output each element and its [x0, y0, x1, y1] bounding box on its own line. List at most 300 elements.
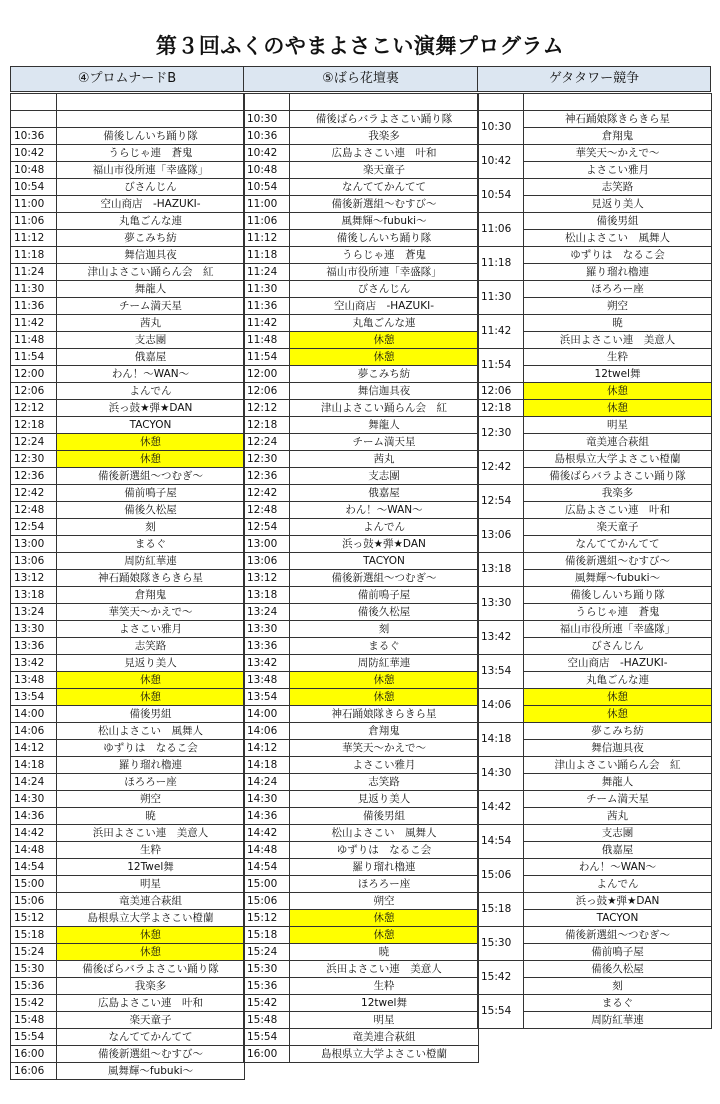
team-cell: 明星 [524, 417, 712, 434]
team-cell: 福山市役所連「幸盛隊」 [524, 621, 712, 638]
table-row [11, 570, 245, 587]
table-row [11, 740, 245, 757]
table-row [478, 825, 712, 842]
time-cell: 13:54 [244, 689, 290, 706]
team-cell: 支志團 [290, 468, 479, 485]
table-row [11, 825, 245, 842]
team-cell: 12twel舞 [290, 995, 479, 1012]
team-cell: 竜美連合萩組 [57, 893, 245, 910]
table-row [244, 927, 479, 944]
table-row [11, 349, 245, 366]
team-cell: なんててかんてて [290, 179, 479, 196]
table-row [244, 315, 479, 332]
time-cell [11, 111, 57, 128]
table-row [244, 451, 479, 468]
break-cell: 休憩 [290, 332, 479, 349]
team-cell: チーム満天星 [57, 298, 245, 315]
time-cell: 12:54 [244, 519, 290, 536]
time-cell [11, 94, 57, 111]
time-cell: 11:06 [244, 213, 290, 230]
team-cell: まるぐ [290, 638, 479, 655]
table-row [478, 757, 712, 774]
table-row [244, 570, 479, 587]
table-row [11, 128, 245, 145]
time-cell: 10:48 [244, 162, 290, 179]
time-cell: 13:30 [478, 587, 524, 621]
time-cell: 12:42 [11, 485, 57, 502]
team-cell: 丸亀ごんな連 [290, 315, 479, 332]
time-cell: 14:54 [244, 859, 290, 876]
team-cell: 備前鳴子屋 [524, 944, 712, 961]
time-cell: 11:18 [244, 247, 290, 264]
table-row [244, 587, 479, 604]
table-row [244, 162, 479, 179]
time-cell: 11:54 [244, 349, 290, 366]
table-row [11, 434, 245, 451]
team-cell: 夢こみち紡 [57, 230, 245, 247]
schedule-table-promenade-b [10, 93, 245, 1080]
time-cell: 15:24 [244, 944, 290, 961]
time-cell: 11:30 [478, 281, 524, 315]
team-cell: 備後新選組～つむぎ～ [290, 570, 479, 587]
time-cell: 15:06 [11, 893, 57, 910]
time-cell: 11:42 [11, 315, 57, 332]
break-cell: 休憩 [57, 944, 245, 961]
time-cell: 13:54 [11, 689, 57, 706]
time-cell: 13:12 [11, 570, 57, 587]
team-cell: 見返り美人 [57, 655, 245, 672]
table-row [11, 995, 245, 1012]
table-row [478, 485, 712, 502]
table-row [478, 553, 712, 570]
time-cell: 12:30 [478, 417, 524, 451]
table-row [244, 230, 479, 247]
table-row [11, 485, 245, 502]
time-cell: 12:24 [11, 434, 57, 451]
time-cell: 13:54 [478, 655, 524, 689]
time-cell: 13:18 [244, 587, 290, 604]
team-cell: 支志團 [524, 825, 712, 842]
team-cell: 島根県立大学よさこい橙蘭 [524, 451, 712, 468]
time-cell: 12:18 [11, 417, 57, 434]
table-row [11, 366, 245, 383]
table-row [244, 808, 479, 825]
table-row [11, 281, 245, 298]
table-row [11, 859, 245, 876]
table-row [244, 859, 479, 876]
time-cell: 16:00 [244, 1046, 290, 1063]
table-row [11, 1012, 245, 1029]
team-cell: チーム満天星 [290, 434, 479, 451]
team-cell: 広島よさこい連 叶和 [290, 145, 479, 162]
team-cell: よんでん [524, 876, 712, 893]
table-row [244, 672, 479, 689]
table-row [244, 995, 479, 1012]
column-header-geta-tower: ゲタタワー競争 [477, 66, 711, 92]
time-cell: 14:00 [244, 706, 290, 723]
time-cell: 12:54 [11, 519, 57, 536]
time-cell: 14:54 [478, 825, 524, 859]
time-cell: 15:00 [11, 876, 57, 893]
time-cell: 13:18 [478, 553, 524, 587]
time-cell: 16:06 [11, 1063, 57, 1080]
break-cell: 休憩 [290, 689, 479, 706]
time-cell: 12:00 [244, 366, 290, 383]
time-cell: 13:42 [11, 655, 57, 672]
team-cell: 浜田よさこい連 美意人 [524, 332, 712, 349]
table-row [478, 927, 712, 944]
time-cell: 14:30 [244, 791, 290, 808]
time-cell: 15:24 [11, 944, 57, 961]
table-row [244, 536, 479, 553]
time-cell: 12:30 [244, 451, 290, 468]
team-cell: 支志團 [57, 332, 245, 349]
table-row [244, 944, 479, 961]
time-cell: 11:54 [478, 349, 524, 383]
time-cell: 15:54 [478, 995, 524, 1029]
time-cell: 11:30 [244, 281, 290, 298]
table-row [244, 366, 479, 383]
team-cell: わん！～WAN～ [57, 366, 245, 383]
time-cell: 11:18 [478, 247, 524, 281]
table-row [11, 196, 245, 213]
table-row [11, 264, 245, 281]
table-row [11, 332, 245, 349]
team-cell: 浜っ鼓★弾★DAN [524, 893, 712, 910]
time-cell: 12:06 [244, 383, 290, 400]
time-cell: 11:30 [11, 281, 57, 298]
team-cell: 備後新選組～むすび～ [57, 1046, 245, 1063]
table-row [244, 383, 479, 400]
time-cell: 14:36 [244, 808, 290, 825]
table-row [244, 723, 479, 740]
table-row [11, 298, 245, 315]
table-row [478, 145, 712, 162]
time-cell: 16:00 [11, 1046, 57, 1063]
team-cell: 華笑天～かえで～ [290, 740, 479, 757]
team-cell: 浜っ鼓★弾★DAN [57, 400, 245, 417]
team-cell: TACYON [524, 910, 712, 927]
team-cell: 島根県立大学よさこい橙蘭 [290, 1046, 479, 1063]
time-cell: 10:54 [244, 179, 290, 196]
team-cell: 刻 [290, 621, 479, 638]
time-cell: 11:42 [244, 315, 290, 332]
time-cell: 12:24 [244, 434, 290, 451]
time-cell: 14:48 [244, 842, 290, 859]
table-row [11, 774, 245, 791]
time-cell: 14:30 [478, 757, 524, 791]
time-cell: 15:06 [478, 859, 524, 893]
team-cell: うらじゃ連 蒼鬼 [524, 604, 712, 621]
time-cell: 14:36 [11, 808, 57, 825]
team-cell: ゆずりは なるこ会 [290, 842, 479, 859]
time-cell: 11:24 [244, 264, 290, 281]
table-row [11, 706, 245, 723]
table-row [244, 298, 479, 315]
break-cell: 休憩 [290, 672, 479, 689]
team-cell: 空山商店 -HAZUKI- [524, 655, 712, 672]
table-row [244, 978, 479, 995]
table-row [244, 281, 479, 298]
table-row [478, 349, 712, 366]
time-cell: 14:06 [478, 689, 524, 723]
team-cell: 神石踊娘隊きらきら星 [57, 570, 245, 587]
time-cell [478, 94, 524, 111]
table-row [478, 247, 712, 264]
table-row [244, 485, 479, 502]
time-cell: 14:18 [244, 757, 290, 774]
time-cell: 13:06 [11, 553, 57, 570]
team-cell: 浜田よさこい連 美意人 [57, 825, 245, 842]
table-row [244, 791, 479, 808]
time-cell: 11:48 [11, 332, 57, 349]
time-cell: 14:12 [244, 740, 290, 757]
team-cell: 神石踊娘隊きらきら星 [290, 706, 479, 723]
table-row [244, 502, 479, 519]
time-cell: 15:54 [244, 1029, 290, 1046]
team-cell: なんててかんてて [524, 536, 712, 553]
table-row [478, 893, 712, 910]
team-cell: 倉翔鬼 [57, 587, 245, 604]
time-cell: 12:36 [11, 468, 57, 485]
table-row [11, 383, 245, 400]
table-row [11, 893, 245, 910]
table-row [11, 808, 245, 825]
team-cell: TACYON [57, 417, 245, 434]
table-row [478, 111, 712, 128]
table-row [11, 162, 245, 179]
team-cell: 広島よさこい連 叶和 [524, 502, 712, 519]
table-row [11, 672, 245, 689]
team-cell [57, 111, 245, 128]
team-cell: ほろろー座 [57, 774, 245, 791]
team-cell: よさこい雅月 [290, 757, 479, 774]
team-cell: 福山市役所連「幸盛隊」 [290, 264, 479, 281]
table-row [244, 893, 479, 910]
team-cell: 丸亀ごんな連 [57, 213, 245, 230]
break-cell: 休憩 [57, 927, 245, 944]
table-row [478, 213, 712, 230]
break-cell: 休憩 [290, 910, 479, 927]
team-cell: 生粋 [57, 842, 245, 859]
time-cell: 10:54 [478, 179, 524, 213]
table-row [244, 417, 479, 434]
team-cell: 備後新選組～つむぎ～ [57, 468, 245, 485]
table-row [11, 553, 245, 570]
table-row [244, 145, 479, 162]
time-cell: 14:06 [11, 723, 57, 740]
time-cell: 14:18 [478, 723, 524, 757]
time-cell: 13:42 [244, 655, 290, 672]
team-cell: 夢こみち紡 [290, 366, 479, 383]
time-cell: 11:00 [244, 196, 290, 213]
table-row [11, 944, 245, 961]
time-cell: 11:12 [11, 230, 57, 247]
time-cell: 11:12 [244, 230, 290, 247]
table-row [11, 145, 245, 162]
table-row [244, 876, 479, 893]
time-cell: 10:30 [244, 111, 290, 128]
time-cell: 13:24 [244, 604, 290, 621]
time-cell: 10:42 [11, 145, 57, 162]
team-cell: うらじゃ連 蒼鬼 [57, 145, 245, 162]
time-cell: 11:24 [11, 264, 57, 281]
time-cell: 13:30 [244, 621, 290, 638]
table-row [244, 740, 479, 757]
time-cell: 11:54 [11, 349, 57, 366]
team-cell: 周防紅華連 [524, 1012, 712, 1029]
time-cell: 15:18 [11, 927, 57, 944]
team-cell: よさこい雅月 [524, 162, 712, 179]
team-cell: 我楽多 [57, 978, 245, 995]
table-row [11, 638, 245, 655]
team-cell: 羅り瑠れ櫓連 [524, 264, 712, 281]
table-row [244, 179, 479, 196]
team-cell: 倉翔鬼 [290, 723, 479, 740]
table-row [478, 587, 712, 604]
team-cell: ほろろー座 [290, 876, 479, 893]
team-cell: 暁 [290, 944, 479, 961]
team-cell: 空山商店 -HAZUKI- [57, 196, 245, 213]
schedule-table-rose-bed [243, 93, 479, 1063]
table-row [244, 961, 479, 978]
team-cell: 竜美連合萩組 [290, 1029, 479, 1046]
time-cell: 13:48 [244, 672, 290, 689]
table-row [11, 876, 245, 893]
time-cell: 11:48 [244, 332, 290, 349]
team-cell: 舞信迦具夜 [290, 383, 479, 400]
table-row [244, 1029, 479, 1046]
time-cell: 10:42 [478, 145, 524, 179]
table-row [478, 859, 712, 876]
time-cell: 14:54 [11, 859, 57, 876]
table-row [244, 757, 479, 774]
page-title: 第３回ふくのやまよさこい演舞プログラム [155, 34, 565, 58]
team-cell: 舞龍人 [524, 774, 712, 791]
team-cell: 楽天童子 [290, 162, 479, 179]
time-cell: 15:36 [11, 978, 57, 995]
team-cell: 丸亀ごんな連 [524, 672, 712, 689]
table-row [478, 995, 712, 1012]
time-cell: 14:48 [11, 842, 57, 859]
table-row [11, 791, 245, 808]
table-row [11, 910, 245, 927]
table-row [11, 927, 245, 944]
team-cell: わん！～WAN～ [524, 859, 712, 876]
team-cell: 茜丸 [57, 315, 245, 332]
team-cell: 津山よさこい踊らん会 紅 [57, 264, 245, 281]
table-row [11, 111, 245, 128]
time-cell: 14:42 [244, 825, 290, 842]
time-cell: 12:06 [478, 383, 524, 400]
table-row [244, 774, 479, 791]
table-row [11, 978, 245, 995]
table-row [244, 247, 479, 264]
time-cell: 12:18 [244, 417, 290, 434]
break-cell: 休憩 [524, 689, 712, 706]
time-cell: 15:12 [11, 910, 57, 927]
column-header-rose-bed: ⑤ばら花壇裏 [243, 66, 478, 92]
time-cell: 10:54 [11, 179, 57, 196]
team-cell: 茜丸 [290, 451, 479, 468]
team-cell: 羅り瑠れ櫓連 [290, 859, 479, 876]
break-cell: 休憩 [524, 383, 712, 400]
table-row [244, 128, 479, 145]
time-cell: 15:00 [244, 876, 290, 893]
team-cell: 朔空 [57, 791, 245, 808]
team-cell: まるぐ [524, 995, 712, 1012]
team-cell: 夢こみち紡 [524, 723, 712, 740]
table-row [478, 315, 712, 332]
time-cell [244, 94, 290, 111]
time-cell: 11:00 [11, 196, 57, 213]
table-row [11, 502, 245, 519]
time-cell: 15:48 [244, 1012, 290, 1029]
time-cell: 11:36 [244, 298, 290, 315]
table-row [11, 689, 245, 706]
time-cell: 15:06 [244, 893, 290, 910]
table-row [478, 179, 712, 196]
time-cell: 15:30 [478, 927, 524, 961]
table-row [11, 961, 245, 978]
time-cell: 14:24 [11, 774, 57, 791]
time-cell: 15:30 [244, 961, 290, 978]
table-row [11, 536, 245, 553]
team-cell: 我楽多 [290, 128, 479, 145]
table-row [244, 825, 479, 842]
team-cell: 備後しんいち踊り隊 [290, 230, 479, 247]
table-row [244, 111, 479, 128]
table-row [11, 1029, 245, 1046]
table-row [244, 434, 479, 451]
break-cell: 休憩 [57, 434, 245, 451]
time-cell: 13:48 [11, 672, 57, 689]
team-cell: 備後ばらバラよさこい踊り隊 [57, 961, 245, 978]
team-cell: 備後ばらバラよさこい踊り隊 [290, 111, 479, 128]
table-row [478, 519, 712, 536]
team-cell: 津山よさこい踊らん会 紅 [524, 757, 712, 774]
team-cell: 刻 [57, 519, 245, 536]
team-cell: 舞龍人 [290, 417, 479, 434]
table-row [11, 757, 245, 774]
team-cell [57, 94, 245, 111]
team-cell: 備後しんいち踊り隊 [57, 128, 245, 145]
time-cell: 13:12 [244, 570, 290, 587]
team-cell: 松山よさこい 風舞人 [290, 825, 479, 842]
team-cell: 神石踊娘隊きらきら星 [524, 111, 712, 128]
team-cell: 備後ばらバラよさこい踊り隊 [524, 468, 712, 485]
table-row [11, 179, 245, 196]
table-row [244, 400, 479, 417]
table-row [244, 910, 479, 927]
time-cell: 11:18 [11, 247, 57, 264]
team-cell: 俄嘉屋 [57, 349, 245, 366]
table-row [11, 723, 245, 740]
team-cell: 志笑路 [57, 638, 245, 655]
time-cell: 15:42 [11, 995, 57, 1012]
table-row [244, 604, 479, 621]
time-cell: 12:54 [478, 485, 524, 519]
break-cell: 休憩 [524, 706, 712, 723]
table-row [11, 842, 245, 859]
team-cell: 松山よさこい 風舞人 [57, 723, 245, 740]
time-cell: 14:12 [11, 740, 57, 757]
table-row [244, 638, 479, 655]
table-row [478, 621, 712, 638]
team-cell: 松山よさこい 風舞人 [524, 230, 712, 247]
table-row [244, 689, 479, 706]
table-row [244, 349, 479, 366]
